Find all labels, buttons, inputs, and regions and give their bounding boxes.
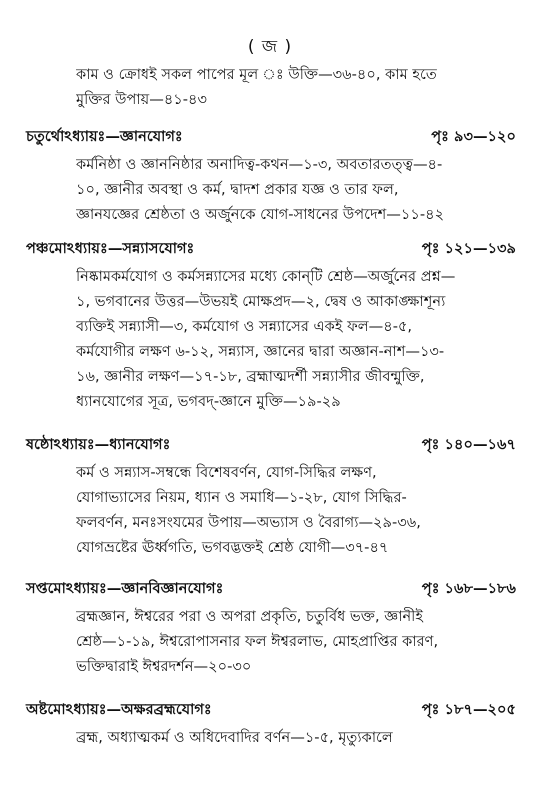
chapter-page-range: পৃঃ ১২১—১৩৯ <box>421 240 516 257</box>
summary-line: যোগভ্রষ্টের ঊর্ধ্বগতি, ভগবদ্ভক্তই শ্রেষ্ঠ যোগী—৩৭-৪৭ <box>76 539 389 556</box>
chapter-heading <box>26 432 516 458</box>
chapter-heading <box>26 576 516 602</box>
summary-line: ভক্তিদ্বারাই ঈশ্বরদর্শন—২০-৩০ <box>76 658 252 675</box>
chapter-title: ষষ্ঠোঽধ্যায়ঃ—ধ্যানযোগঃ <box>26 436 171 453</box>
summary-line: কর্ম ও সন্ন্যাস-সম্বন্ধে বিশেষবর্ণন, যোগ-সিদ্ধির লক্ষণ, <box>76 464 377 481</box>
summary-line: শ্রেষ্ঠ—১-১৯, ঈশ্বরোপাসনার ফল ঈশ্বরলাভ, মোহপ্রাপ্তির কারণ, <box>76 633 439 650</box>
summary-line: নিষ্কামকর্মযোগ ও কর্মসন্ন্যাসের মধ্যে কোন্‌টি শ্রেষ্ঠ—অর্জুনের প্রশ্ন— <box>76 268 456 285</box>
summary-line: যোগাভ্যাসের নিয়ম, ধ্যান ও সমাধি—১-২৮, যোগ সিদ্ধির- <box>76 489 407 506</box>
chapter-4 <box>26 124 516 227</box>
chapter-page-range: পৃঃ ১৬৮—১৮৬ <box>421 580 516 597</box>
intro-line: মুক্তির উপায়—৪১-৪৩ <box>76 91 207 108</box>
chapter-8 <box>26 697 516 750</box>
summary-line: কর্মনিষ্ঠা ও জ্ঞাননিষ্ঠার অনাদিত্ব-কথন—১-৩, অবতারতত্ত্ব—৪- <box>76 156 443 173</box>
chapter-summary <box>76 460 516 560</box>
summary-line: ব্যক্তিই সন্ন্যাসী—৩, কর্মযোগ ও সন্ন্যাসের একই ফল—৪-৫, <box>76 318 413 335</box>
intro-section <box>76 62 506 112</box>
chapter-title: সপ্তমোঽধ্যায়ঃ—জ্ঞানবিজ্ঞানযোগঃ <box>26 580 224 597</box>
chapter-summary <box>76 604 516 679</box>
chapter-title: পঞ্চমোঽধ্যায়ঃ—সন্ন্যাসযোগঃ <box>26 240 195 257</box>
chapter-summary <box>76 152 516 227</box>
chapter-heading <box>26 236 516 262</box>
summary-line: ১৬, জ্ঞানীর লক্ষণ—১৭-১৮, ব্রহ্মাত্মদর্শী সন্ন্যাসীর জীবন্মুক্তি, <box>76 368 425 385</box>
page-marker: ( জ ) <box>247 37 293 57</box>
summary-line: ১, ভগবানের উত্তর—উভয়ই মোক্ষপ্রদ—২, দ্বেষ ও আকাঙ্ক্ষাশূন্য <box>76 293 446 310</box>
chapter-page-range: পৃঃ ১৮৭—২০৫ <box>421 701 516 718</box>
chapter-heading <box>26 697 516 723</box>
chapter-heading <box>26 124 516 150</box>
summary-line: ১০, জ্ঞানীর অবস্থা ও কর্ম, দ্বাদশ প্রকার যজ্ঞ ও তার ফল, <box>76 181 399 198</box>
chapter-7 <box>26 576 516 679</box>
chapter-summary <box>76 725 516 750</box>
summary-line: ব্রহ্মজ্ঞান, ঈশ্বরের পরা ও অপরা প্রকৃতি, চতুর্বিধ ভক্ত, জ্ঞানীই <box>76 608 423 625</box>
summary-line: কর্মযোগীর লক্ষণ ৬-১২, সন্ন্যাস, জ্ঞানের দ্বারা অজ্ঞান-নাশ—১৩- <box>76 343 445 360</box>
summary-line: ধ্যানযোগের সূত্র, ভগবদ্-জ্ঞানে মুক্তি—১৯-২৯ <box>76 393 341 410</box>
chapter-title: চতুর্থোঽধ্যায়ঃ—জ্ঞানযোগঃ <box>26 128 183 145</box>
chapter-title: অষ্টমোঽধ্যায়ঃ—অক্ষরব্রহ্মযোগঃ <box>26 701 212 718</box>
chapter-6 <box>26 432 516 560</box>
summary-line: ফলবর্ণন, মনঃসংযমের উপায়—অভ্যাস ও বৈরাগ্য—২৯-৩৬, <box>76 514 421 531</box>
chapter-page-range: পৃঃ ১৪০—১৬৭ <box>421 436 516 453</box>
chapter-page-range: পৃঃ ৯৩—১২০ <box>431 128 516 145</box>
summary-line: ব্রহ্ম, অধ্যাত্মকর্ম ও অধিদেবাদির বর্ণন—১-৫, মৃত্যুকালে <box>76 729 393 746</box>
intro-line: কাম ও ক্রোধই সকল পাপের মূল ঃ উক্তি—৩৬-৪০, কাম হতে <box>76 66 437 83</box>
summary-line: জ্ঞানযজ্ঞের শ্রেষ্ঠতা ও অর্জুনকে যোগ-সাধনের উপদেশ—১১-৪২ <box>76 206 445 223</box>
chapter-summary <box>76 264 516 414</box>
chapter-5 <box>26 236 516 414</box>
